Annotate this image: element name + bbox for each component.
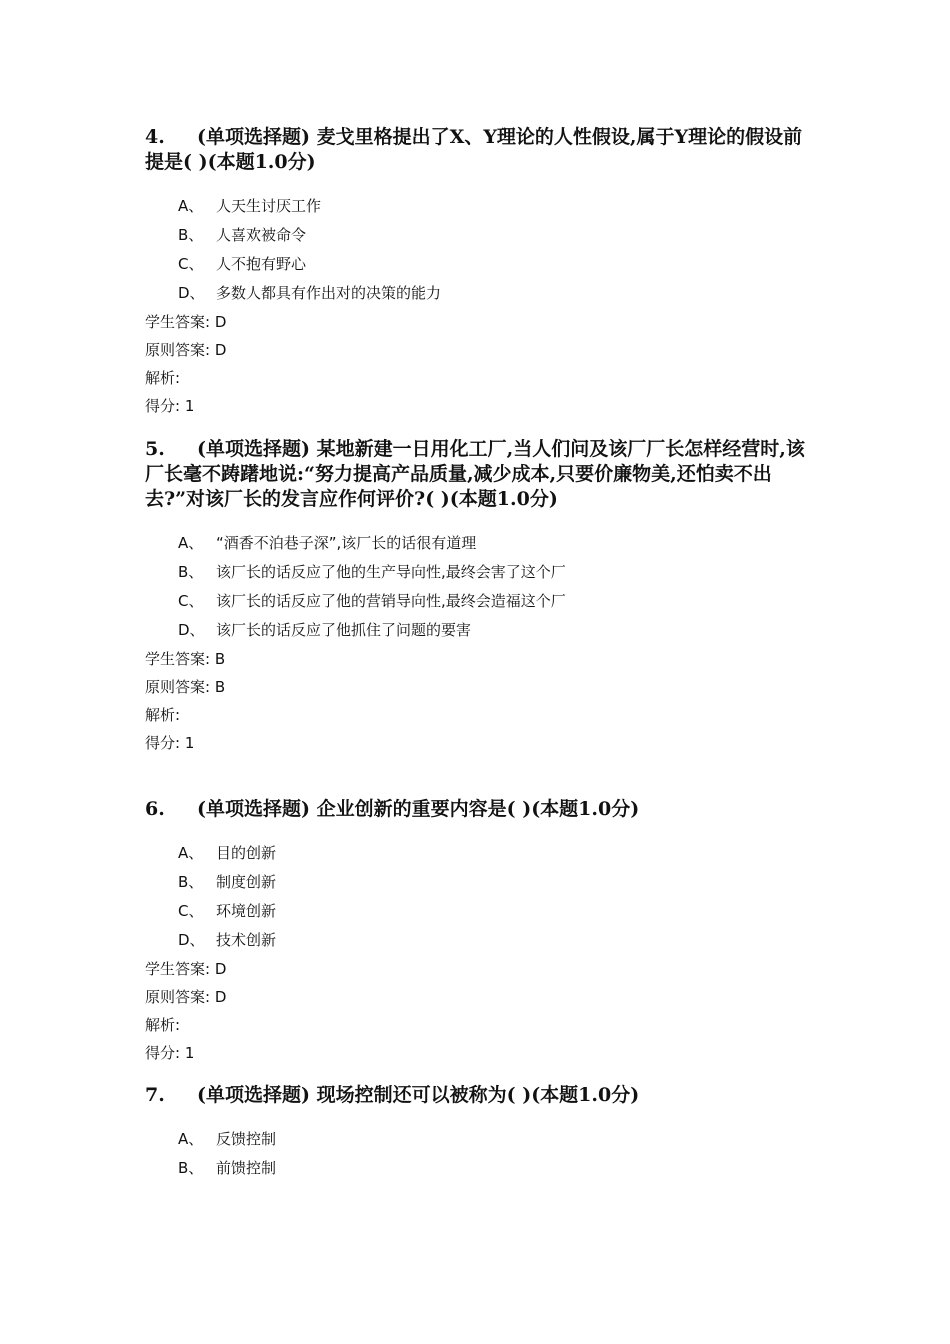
question-heading	[145, 437, 805, 512]
question-number: 5.	[145, 438, 165, 460]
option-text: 制度创新	[216, 873, 277, 891]
option-text: 多数人都具有作出对的决策的能力	[216, 284, 442, 302]
student-answer: 学生答案: B	[145, 650, 226, 668]
question-text: (单项选择题) 某地新建一日用化工厂,当人们问及该厂厂长怎样经营时,该厂长毫不踌躇地说:“努力提高产品质量,减少成本,只要价廉物美,还怕卖不出去?”对该厂长的发言应作何评价?( )(本题1.0分)	[145, 438, 805, 510]
option-letter: D、	[178, 931, 205, 949]
option-text: 目的创新	[216, 844, 277, 862]
question-text: (单项选择题) 麦戈里格提出了X、Y理论的人性假设,属于Y理论的假设前提是( )(本题1.0分)	[145, 126, 803, 173]
option-list	[145, 529, 805, 645]
option-text: 该厂长的话反应了他抓住了问题的要害	[216, 621, 472, 639]
standard-answer: 原则答案: B	[145, 678, 226, 696]
question-heading	[145, 1083, 805, 1108]
option-letter: B、	[178, 873, 204, 891]
option-c	[145, 897, 805, 926]
option-list	[145, 839, 805, 955]
question-heading	[145, 125, 805, 175]
option-text: 环境创新	[216, 902, 277, 920]
option-b	[145, 868, 805, 897]
option-letter: A、	[178, 534, 204, 552]
option-text: 人喜欢被命令	[216, 226, 307, 244]
question-number: 4.	[145, 126, 165, 148]
question-text: (单项选择题) 现场控制还可以被称为( )(本题1.0分)	[197, 1084, 640, 1106]
score: 得分: 1	[145, 397, 195, 415]
option-letter: A、	[178, 197, 204, 215]
question-6	[145, 797, 805, 1067]
option-text: 前馈控制	[216, 1159, 277, 1177]
question-heading	[145, 797, 805, 822]
option-letter: B、	[178, 1159, 204, 1177]
option-letter: C、	[178, 902, 204, 920]
option-a	[145, 529, 805, 558]
standard-answer: 原则答案: D	[145, 341, 227, 359]
option-letter: B、	[178, 563, 204, 581]
analysis-label: 解析:	[145, 1016, 181, 1034]
question-5	[145, 437, 805, 757]
option-d	[145, 926, 805, 955]
option-text: 人不抱有野心	[216, 255, 307, 273]
student-answer: 学生答案: D	[145, 960, 227, 978]
question-4	[145, 125, 805, 420]
option-letter: D、	[178, 284, 205, 302]
option-b	[145, 558, 805, 587]
question-text: (单项选择题) 企业创新的重要内容是( )(本题1.0分)	[197, 798, 640, 820]
option-a	[145, 192, 805, 221]
option-a	[145, 839, 805, 868]
analysis-label: 解析:	[145, 706, 181, 724]
option-letter: A、	[178, 1130, 204, 1148]
option-letter: C、	[178, 592, 204, 610]
option-a	[145, 1125, 805, 1154]
option-text: 技术创新	[216, 931, 277, 949]
option-b	[145, 1154, 805, 1183]
option-text: 该厂长的话反应了他的营销导向性,最终会造福这个厂	[216, 592, 566, 610]
option-c	[145, 587, 805, 616]
option-list	[145, 1125, 805, 1183]
option-letter: C、	[178, 255, 204, 273]
option-d	[145, 279, 805, 308]
option-d	[145, 616, 805, 645]
option-text: 反馈控制	[216, 1130, 277, 1148]
option-letter: D、	[178, 621, 205, 639]
option-b	[145, 221, 805, 250]
option-text: 该厂长的话反应了他的生产导向性,最终会害了这个厂	[216, 563, 566, 581]
option-c	[145, 250, 805, 279]
student-answer: 学生答案: D	[145, 313, 227, 331]
option-letter: A、	[178, 844, 204, 862]
score: 得分: 1	[145, 1044, 195, 1062]
standard-answer: 原则答案: D	[145, 988, 227, 1006]
analysis-label: 解析:	[145, 369, 181, 387]
question-number: 7.	[145, 1084, 165, 1106]
question-7	[145, 1083, 805, 1183]
option-list	[145, 192, 805, 308]
option-letter: B、	[178, 226, 204, 244]
option-text: 人天生讨厌工作	[216, 197, 322, 215]
question-number: 6.	[145, 798, 165, 820]
score: 得分: 1	[145, 734, 195, 752]
option-text: “酒香不泊巷子深”,该厂长的话很有道理	[216, 534, 477, 552]
